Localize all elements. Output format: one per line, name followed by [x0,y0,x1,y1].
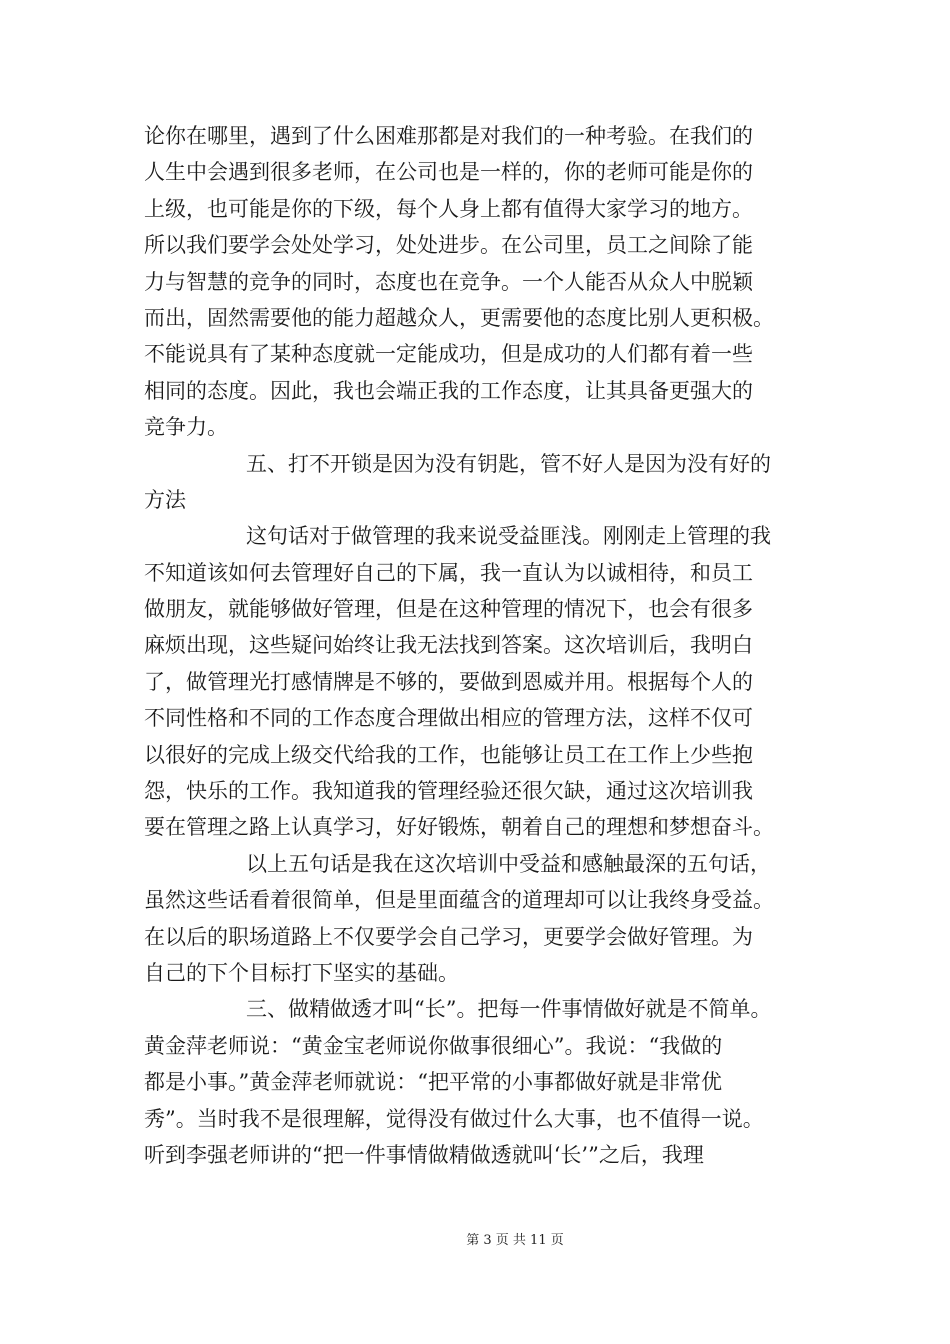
text-line: 不知道该如何去管理好自己的下属，我一直认为以诚相待，和员工 [144,560,753,585]
text-line: 竞争力。 [144,415,228,440]
text-line: 不能说具有了某种态度就一定能成功，但是成功的人们都有着一些 [144,342,753,367]
paragraph-start-line: 这句话对于做管理的我来说受益匪浅。刚刚走上管理的我 [246,524,771,549]
text-line: 而出，固然需要他的能力超越众人，更需要他的态度比别人更积极。 [144,305,774,330]
section-heading-line: 方法 [144,487,186,512]
text-line: 力与智慧的竞争的同时，态度也在竞争。一个人能否从众人中脱颖 [144,269,753,294]
text-line: 上级，也可能是你的下级，每个人身上都有值得大家学习的地方。 [144,196,753,221]
text-line: 听到李强老师讲的“把一件事情做精做透就叫‘长’”之后，我理 [144,1142,704,1167]
body-text [144,118,814,1173]
text-line: 论你在哪里，遇到了什么困难那都是对我们的一种考验。在我们的 [144,124,753,148]
page-number-footer: 第 3 页 共 11 页 [466,1233,564,1248]
text-line: 不同性格和不同的工作态度合理做出相应的管理方法，这样不仅可 [144,706,753,731]
text-line: 要在管理之路上认真学习，好好锻炼，朝着自己的理想和梦想奋斗。 [144,815,774,840]
text-line: 虽然这些话看着很简单，但是里面蕴含的道理却可以让我终身受益。 [144,888,774,913]
text-line: 所以我们要学会处处学习，处处进步。在公司里，员工之间除了能 [144,233,753,258]
paragraph-start-line: 以上五句话是我在这次培训中受益和感触最深的五句话， [246,851,771,876]
text-line: 自己的下个目标打下坚实的基础。 [144,960,459,985]
text-line: 秀”。当时我不是很理解，觉得没有做过什么大事，也不值得一说。 [144,1106,764,1131]
section-heading-line: 三、做精做透才叫“长”。把每一件事情做好就是不简单。 [246,997,772,1022]
text-line: 黄金萍老师说：“黄金宝老师说你做事很细心”。我说：“我做的 [144,1033,723,1058]
text-line: 人生中会遇到很多老师，在公司也是一样的，你的老师可能是你的 [144,160,753,185]
text-line: 以很好的完成上级交代给我的工作，也能够让员工在工作上少些抱 [144,742,753,767]
text-line: 了，做管理光打感情牌是不够的，要做到恩威并用。根据每个人的 [144,669,753,694]
text-line: 都是小事。”黄金萍老师就说：“把平常的小事都做好就是非常优 [144,1070,722,1095]
section-heading-line: 五、打不开锁是因为没有钥匙，管不好人是因为没有好的 [246,451,771,476]
text-line: 怨，快乐的工作。我知道我的管理经验还很欠缺，通过这次培训我 [144,779,753,804]
text-line: 做朋友，就能够做好管理，但是在这种管理的情况下，也会有很多 [144,597,753,622]
text-line: 相同的态度。因此，我也会端正我的工作态度，让其具备更强大的 [144,378,753,403]
text-line: 麻烦出现，这些疑问始终让我无法找到答案。这次培训后，我明白 [144,633,753,658]
text-line: 在以后的职场道路上不仅要学会自己学习，更要学会做好管理。为 [144,924,753,949]
